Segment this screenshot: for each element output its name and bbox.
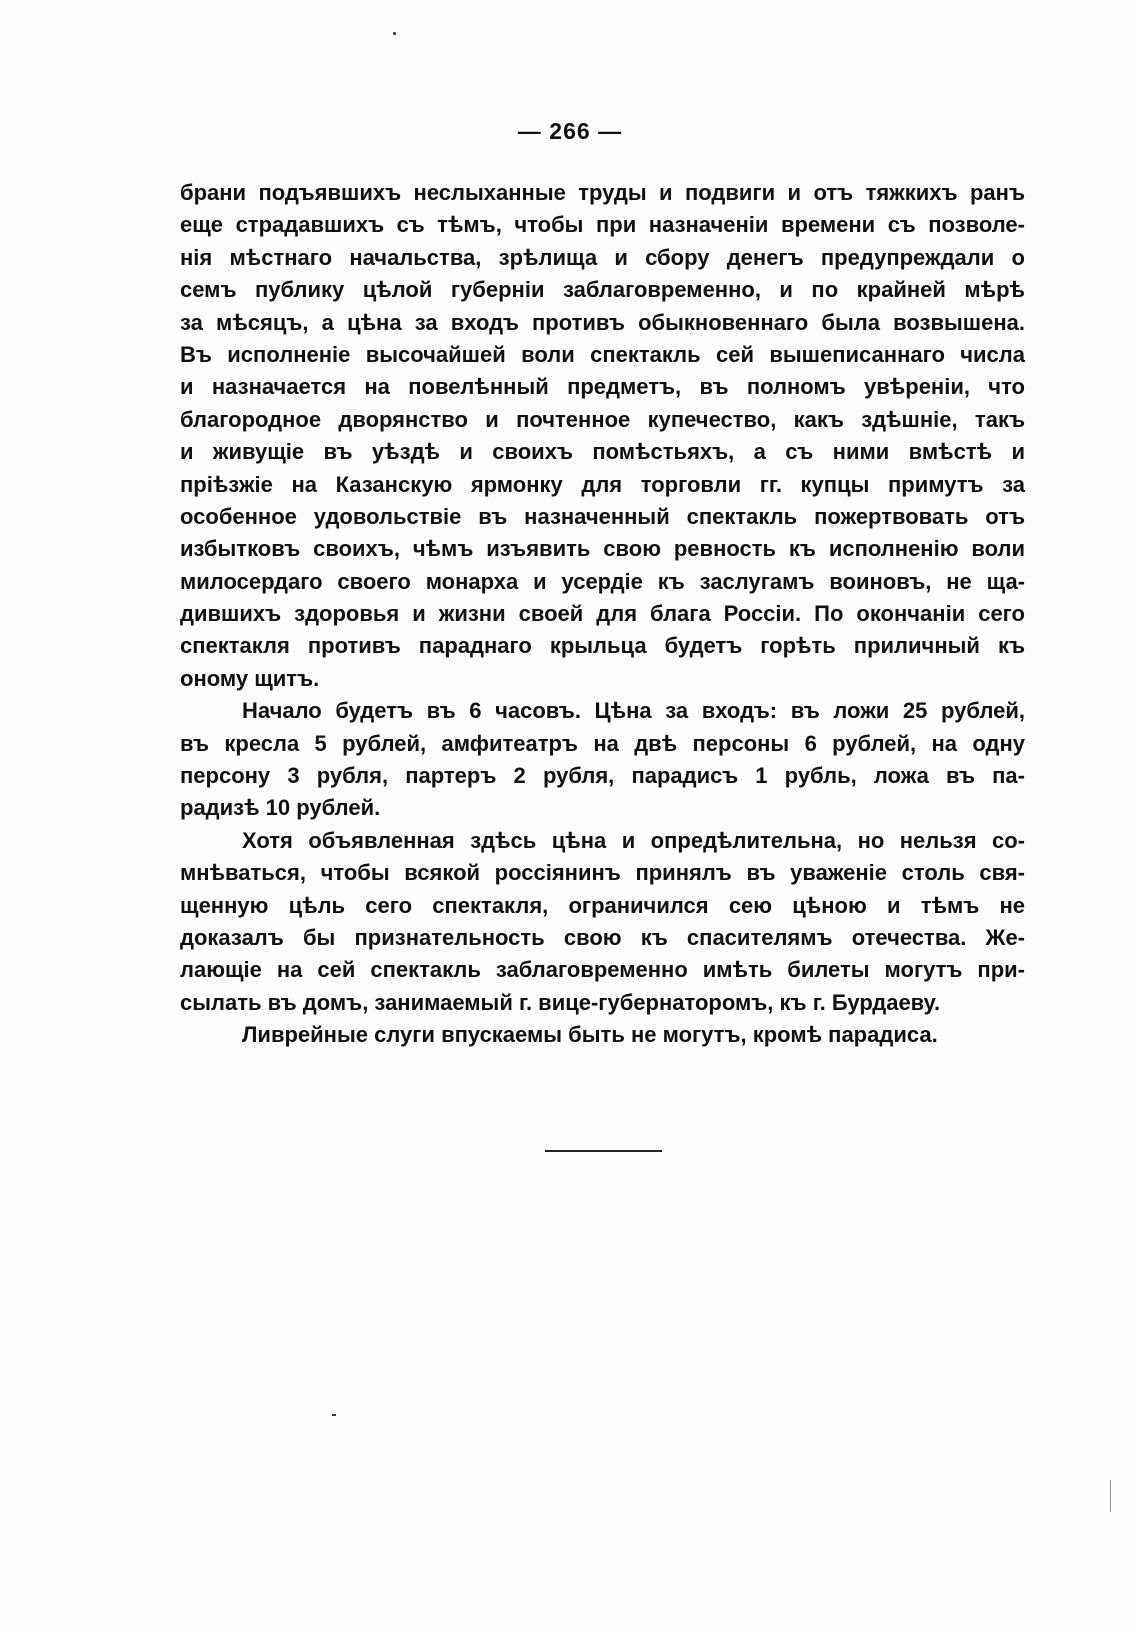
text-line: и назначается на повелѣнный предметъ, въ полномъ увѣренiи, что: [180, 374, 1025, 400]
text-line: особенное удовольствiе въ назначенный спектакль пожертвовать отъ: [180, 503, 1025, 529]
text-line: за мѣсяцъ, а цѣна за входъ противъ обыкновеннаго была возвышена.: [180, 309, 1025, 335]
paragraph-4: [180, 1019, 1025, 1051]
text-line: Начало будетъ въ 6 часовъ. Цѣна за входъ: въ ложи 25 рублей,: [242, 698, 1025, 724]
text-line: лающiе на сей спектакль заблаговременно имѣть билеты могутъ при-: [180, 957, 1025, 983]
text-line: брани подъявшихъ неслыханные труды и подвиги и отъ тяжкихъ ранъ: [180, 180, 1025, 205]
text-line: дившихъ здоровья и жизни своей для блага Россiи. По окончанiи сего: [180, 601, 1025, 627]
text-line: Въ исполненiе высочайшей воли спектакль сей вышеписаннаго числа: [180, 341, 1025, 367]
text-line: персону 3 рубля, партеръ 2 рубля, парадисъ 1 рубль, ложа въ па-: [180, 763, 1025, 789]
scan-speck: [393, 32, 396, 35]
text-line: Ливрейные слуги впускаемы быть не могутъ, кромѣ парадиса.: [242, 1022, 938, 1048]
text-line: въ кресла 5 рублей, амфитеатръ на двѣ персоны 6 рублей, на одну: [180, 730, 1025, 756]
text-line: прiѣзжiе на Казанскую ярмонку для торговли гг. купцы примутъ за: [180, 471, 1025, 497]
text-line: и живущiе въ уѣздѣ и своихъ помѣстьяхъ, а съ ними вмѣстѣ и: [180, 439, 1025, 465]
text-line: нiя мѣстнаго начальства, зрѣлища и сбору денегъ предупреждали о: [180, 244, 1025, 270]
text-line: еще страдавшихъ съ тѣмъ, чтобы при назначенiи времени съ позволе-: [180, 212, 1025, 238]
paragraph-3: [180, 825, 1025, 1019]
text-line: оному щитъ.: [180, 665, 320, 691]
text-line: милосердаго своего монарха и усердiе къ заслугамъ воиновъ, не ща-: [180, 568, 1025, 594]
text-line: благородное дворянство и почтенное купечество, какъ здѣшнiе, такъ: [180, 406, 1025, 432]
paragraph-1: [180, 177, 1025, 695]
body-text: [180, 177, 1025, 1052]
paragraph-2: [180, 695, 1025, 825]
text-line: спектакля противъ параднаго крыльца будетъ горѣть приличный къ: [180, 633, 1025, 659]
text-line: мнѣваться, чтобы всякой россiянинъ принялъ въ уваженiе столь свя-: [180, 860, 1025, 886]
text-line: избытковъ своихъ, чѣмъ изъявить свою ревность къ исполненiю воли: [180, 536, 1025, 562]
text-line: сылать въ домъ, занимаемый г. вице-губернаторомъ, къ г. Бурдаеву.: [180, 989, 941, 1015]
text-line: доказалъ бы признательность свою къ спасителямъ отечества. Же-: [180, 924, 1025, 950]
text-line: щенную цѣль сего спектакля, ограничился сею цѣною и тѣмъ не: [180, 892, 1025, 918]
page-number: — 266 —: [517, 118, 623, 144]
scan-edge-mark: [1110, 1480, 1111, 1512]
text-line: Хотя объявленная здѣсь цѣна и опредѣлительна, но нельзя со-: [242, 827, 1025, 853]
text-line: радизѣ 10 рублей.: [180, 795, 381, 821]
closing-rule: [545, 1150, 662, 1152]
scan-speck: [332, 1414, 336, 1416]
text-line: семъ публику цѣлой губернiи заблаговременно, и по крайней мѣрѣ: [180, 277, 1025, 303]
